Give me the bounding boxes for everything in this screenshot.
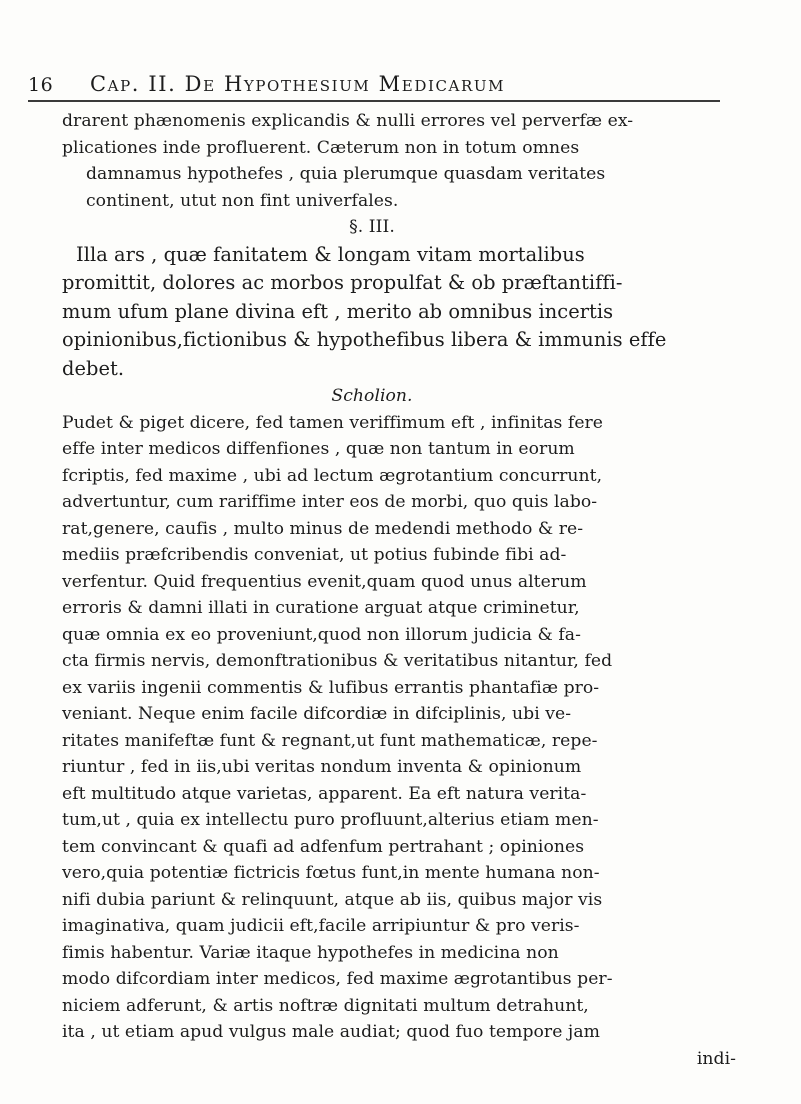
text-line: fcriptis, fed maxime , ubi ad lectum ægrotantium concurrunt, — [62, 465, 603, 486]
text-line: advertuntur, cum rariffime inter eos de morbi, quo quis labo- — [62, 492, 598, 512]
header-rule — [28, 100, 720, 102]
scholion-paragraph — [62, 410, 742, 1073]
text-line: verfentur. Quid frequentius evenit,quam quod unus alterum — [62, 571, 587, 592]
section-paragraph — [62, 241, 742, 384]
text-line: ritates manifeftæ funt & regnant,ut funt mathematicæ, repe- — [62, 730, 598, 751]
text-block — [62, 108, 742, 1072]
text-line: damnamus hypothefes , quia plerumque quasdam veritates — [86, 164, 606, 184]
text-line: niciem adferunt, & artis noftræ dignitati multum detrahunt, — [62, 995, 589, 1016]
text-line: debet. — [62, 356, 125, 380]
scholion-heading: Scholion. — [331, 386, 413, 406]
text-line: ita , ut etiam apud vulgus male audiat; quod fuo tempore jam — [62, 1022, 600, 1042]
section-mark: §. III. — [349, 217, 395, 237]
text-line: veniant. Neque enim facile difcordiæ in difciplinis, ubi ve- — [62, 704, 572, 724]
text-line: rat,genere, caufis , multo minus de medendi methodo & re- — [62, 518, 584, 539]
text-line: erroris & damni illati in curatione arguat atque criminetur, — [62, 598, 580, 618]
page-number: 16 — [28, 74, 54, 96]
catchword: indi- — [696, 1048, 736, 1069]
text-line: ex variis ingenii commentis & lufibus errantis phantafiæ pro- — [62, 677, 600, 698]
text-line: plicationes inde profluerent. Cæterum non in totum omnes — [62, 137, 580, 158]
text-line: modo difcordiam inter medicos, fed maxime ægrotantibus per- — [62, 969, 613, 989]
paragraph-continuation — [62, 108, 742, 214]
text-line: riuntur , fed in iis,ubi veritas nondum inventa & opinionum — [62, 757, 582, 777]
text-line: imaginativa, quam judicii eft,facile arripiuntur & pro veris- — [62, 916, 580, 936]
text-line: eft multitudo atque varietas, apparent. Ea eft natura verita- — [62, 783, 587, 804]
text-line: cta firmis nervis, demonftrationibus & veritatibus nitantur, fed — [62, 651, 613, 671]
text-line: tem convincant & quafi ad adfenfum pertrahant ; opiniones — [62, 836, 585, 857]
text-line: mum ufum plane divina eft , merito ab omnibus incertis — [62, 299, 614, 323]
text-line: Illa ars , quæ fanitatem & longam vitam mortalibus — [76, 242, 585, 266]
text-line: tum,ut , quia ex intellectu puro profluunt,alterius etiam men- — [62, 810, 599, 830]
text-line: continent, utut non fint univerfales. — [86, 190, 399, 211]
text-line: effe inter medicos diffenfiones , quæ non tantum in eorum — [62, 439, 575, 459]
text-line: Pudet & piget dicere, fed tamen veriffimum eft , infinitas fere — [62, 412, 604, 433]
running-head — [28, 72, 748, 100]
running-title: Cap. II. De Hypothesium Medicarum — [90, 72, 506, 96]
text-line: mediis præfcribendis conveniat, ut potius fubinde fibi ad- — [62, 545, 567, 565]
text-line: drarent phænomenis explicandis & nulli errores vel perverfæ ex- — [62, 111, 634, 131]
text-line: fimis habentur. Variæ itaque hypothefes in medicina non — [62, 942, 559, 963]
text-line: opinionibus,fictionibus & hypothefibus libera & immunis effe — [62, 328, 667, 351]
text-line: nifi dubia pariunt & relinquunt, atque ab iis, quibus major vis — [62, 889, 603, 910]
text-line: promittit, dolores ac morbos propulfat & ob præftantiffi- — [62, 271, 623, 294]
text-line: vero,quia potentiæ fictricis fœtus funt,in mente humana non- — [62, 863, 600, 883]
text-line: quæ omnia ex eo proveniunt,quod non illorum judicia & fa- — [62, 624, 581, 645]
